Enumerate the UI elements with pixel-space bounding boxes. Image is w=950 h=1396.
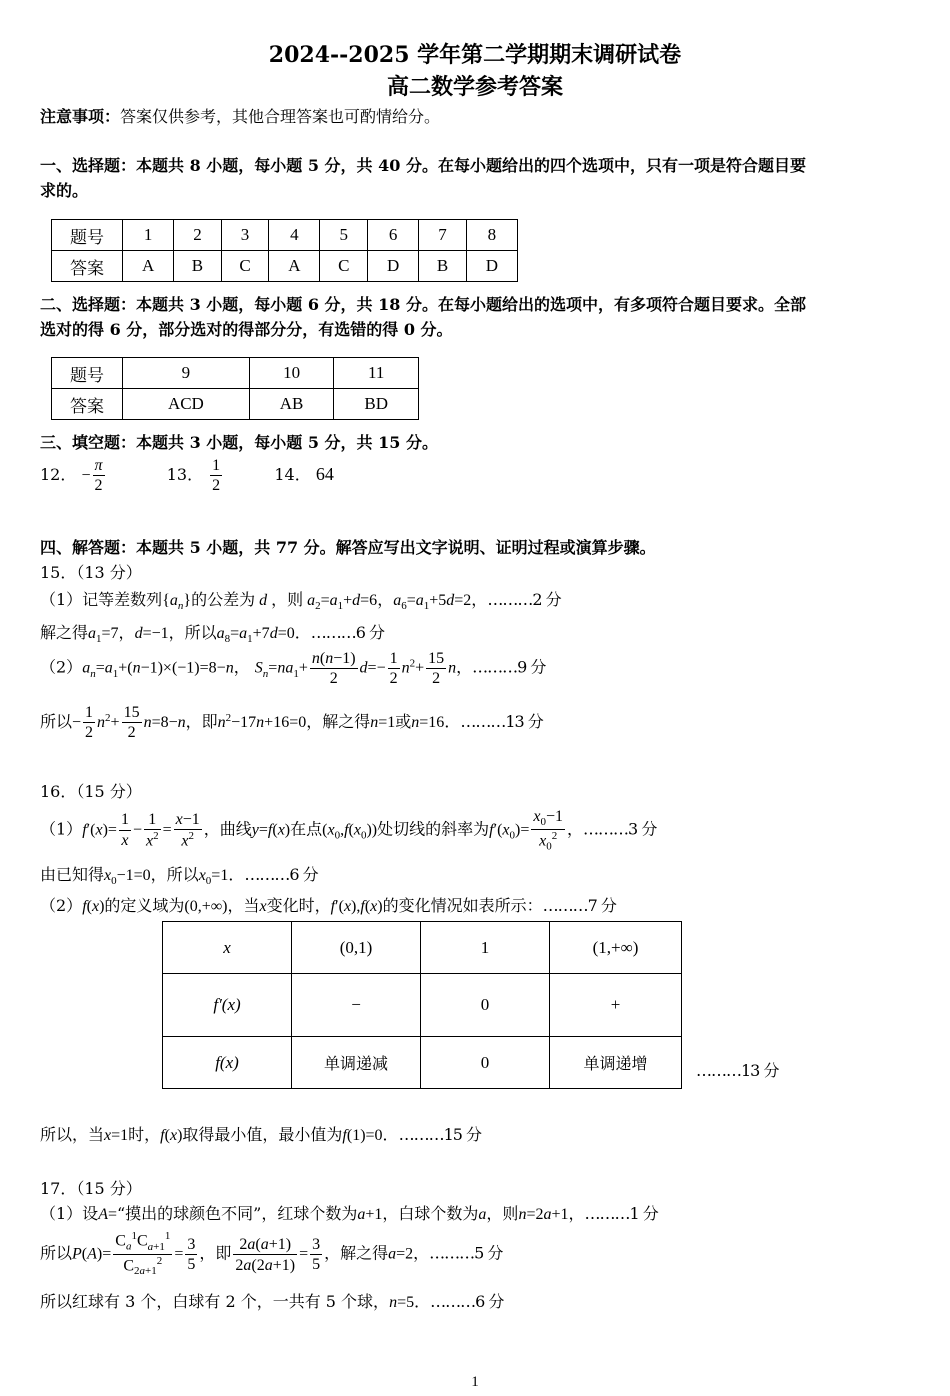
table-cell: A — [123, 251, 174, 282]
table-row — [52, 251, 518, 282]
table-row — [163, 1037, 682, 1089]
section1-heading-line2: 求的。 — [40, 181, 89, 200]
q14-label: 14． — [274, 465, 311, 485]
table-cell: D — [466, 251, 517, 282]
table-cell: BD — [334, 389, 419, 420]
page-number: 1 — [471, 1374, 479, 1390]
table-cell: 2 — [174, 220, 222, 251]
notice-text: 答案仅供参考，其他合理答案也可酌情给分。 — [120, 107, 441, 126]
q13-fraction: $\frac{1}{2}$ — [212, 457, 221, 495]
table-cell: 9 — [123, 358, 250, 389]
table-cell: D — [368, 251, 419, 282]
q17-line2: 所以P(A)= $\frac{C_a^1C_{a+1}^1}{C_{2a+1}^2}$ = $\frac{3}{5}$ ，即 $\frac{2a(a+1)}{2a(2a+1)}$ = $\frac{3}{5}$ ，解之得a=2，………5 分 — [40, 1230, 503, 1278]
table-row — [52, 220, 518, 251]
table-cell: 8 — [466, 220, 517, 251]
table-cell: 0 — [421, 974, 550, 1037]
table-cell: 3 — [221, 220, 269, 251]
table-cell: C — [320, 251, 368, 282]
table-cell: B — [419, 251, 467, 282]
notice-label: 注意事项： — [40, 107, 121, 126]
notice — [40, 104, 440, 127]
table-cell: 题号 — [52, 358, 123, 389]
table-cell: 6 — [368, 220, 419, 251]
table-cell: AB — [249, 389, 334, 420]
table-cell: + — [550, 974, 682, 1037]
table-row — [163, 922, 682, 974]
table-cell: 题号 — [52, 220, 123, 251]
q12-label: 12． — [40, 465, 77, 485]
q15-line3: $(2)a_n=a_1+(n-1)\times(-1)=8-n$， $S_n=na_1+$ $\frac{n(n-1)}{2}$ d=− $\frac{1}{2}$ $n^2+$ $\frac{15}{2}$ n，………9 分 — [40, 649, 546, 688]
table-cell: 0 — [421, 1037, 550, 1089]
q16-table-score: ………13 分 — [696, 1061, 779, 1080]
q16-line4: 所以，当x=1时，f(x)取得最小值，最小值为f(1)=0．………15 分 — [40, 1125, 482, 1144]
table-cell: C — [221, 251, 269, 282]
q16-label: 16．（15 分） — [40, 782, 142, 801]
q16-line3: （2）f(x)的定义域为(0,+∞)，当x变化时，f′(x),f(x)的变化情况如表所示：………7 分 — [40, 896, 616, 915]
table-cell: f′(x) — [163, 974, 292, 1037]
table-cell: 1 — [123, 220, 174, 251]
table-cell: (0,1) — [292, 922, 421, 974]
table-cell: 4 — [269, 220, 320, 251]
table-cell: f(x) — [163, 1037, 292, 1089]
section4-heading: 四、解答题：本题共 5 小题，共 77 分。解答应写出文字说明、证明过程或演算步骤。 — [40, 538, 656, 557]
q15-line1: （1）记等差数列$\{a_n\}$的公差为 d ，则 $a_2=a_1+d=6$，$a_6=a_1+5d=2$，………2 分 — [40, 590, 561, 613]
table-cell: − — [292, 974, 421, 1037]
q15-line2: 解之得$a_1=7$，d=−1，所以$a_8=a_1+7d=0$．………6 分 — [40, 623, 385, 646]
q13-label: 13． — [166, 465, 204, 485]
table-cell: 单调递减 — [292, 1037, 421, 1089]
table-row — [163, 974, 682, 1037]
document-title: 2024--2025 学年第二学期期末调研试卷 — [268, 42, 682, 68]
table-cell: A — [269, 251, 320, 282]
q15-label: 15．（13 分） — [40, 563, 142, 582]
q17-label: 17．（15 分） — [40, 1179, 142, 1198]
section2-heading-line2: 选对的得 6 分，部分选对的得部分分，有选错的得 0 分。 — [40, 320, 453, 339]
table-cell: 10 — [249, 358, 334, 389]
document-subtitle: 高二数学参考答案 — [386, 74, 563, 100]
table-cell: 答案 — [52, 389, 123, 420]
table-row — [52, 389, 419, 420]
table-cell: 答案 — [52, 251, 123, 282]
section3-heading: 三、填空题：本题共 3 小题，每小题 5 分，共 15 分。 — [40, 433, 438, 452]
table-cell: 5 — [320, 220, 368, 251]
q14-answer: 64 — [315, 464, 334, 485]
q17-line3: 所以红球有 3 个，白球有 2 个，一共有 5 个球，n=5．………6 分 — [40, 1292, 504, 1311]
q16-line1: （1）f′(x)= $\frac{1}{x}$ − $\frac{1}{x^2}$ = $\frac{x-1}{x^2}$ ，曲线y=f(x)在点$(x_0,f(x_0))$处切线的斜率为$f'(x_0)=$ $\frac{x_0-1}{x_0^2}$ ，………3 分 — [40, 808, 657, 853]
table-cell: (1,+∞) — [550, 922, 682, 974]
q17-line1: （1）设A=“摸出的球颜色不同”，红球个数为a+1，白球个数为a，则n=2a+1，………1 分 — [40, 1204, 658, 1223]
table-cell: 1 — [421, 922, 550, 974]
table-cell: ACD — [123, 389, 250, 420]
table-cell: B — [174, 251, 222, 282]
section1-heading-line1: 一、选择题：本题共 8 小题，每小题 5 分，共 40 分。在每小题给出的四个选项中，只有一项是符合题目要 — [40, 156, 806, 175]
section1-answer-table — [51, 219, 518, 282]
q15-line4: 所以− $\frac{1}{2}$ $n^2+$ $\frac{15}{2}$ n=8−n，即$n^2-17n+16=0$，解之得n=1或n=16．………13 分 — [40, 704, 543, 742]
q16-line2: 由已知得$x_0-1=0$，所以$x_0=1$．………6 分 — [40, 865, 318, 888]
table-cell: 7 — [419, 220, 467, 251]
table-cell: x — [163, 922, 292, 974]
table-cell: 单调递增 — [550, 1037, 682, 1089]
section2-heading-line1: 二、选择题：本题共 3 小题，每小题 6 分，共 18 分。在每小题给出的选项中，有多项符合题目要求。全部 — [40, 295, 806, 314]
table-row — [52, 358, 419, 389]
section2-answer-table — [51, 357, 419, 420]
fill-in-answers: 12． − $\frac{\pi}{2}$ 13． $\frac{1}{2}$ 14． 64 — [40, 457, 334, 495]
q12-fraction: $\frac{\pi}{2}$ — [94, 457, 103, 495]
q16-variation-table — [162, 921, 682, 1089]
table-cell: 11 — [334, 358, 419, 389]
